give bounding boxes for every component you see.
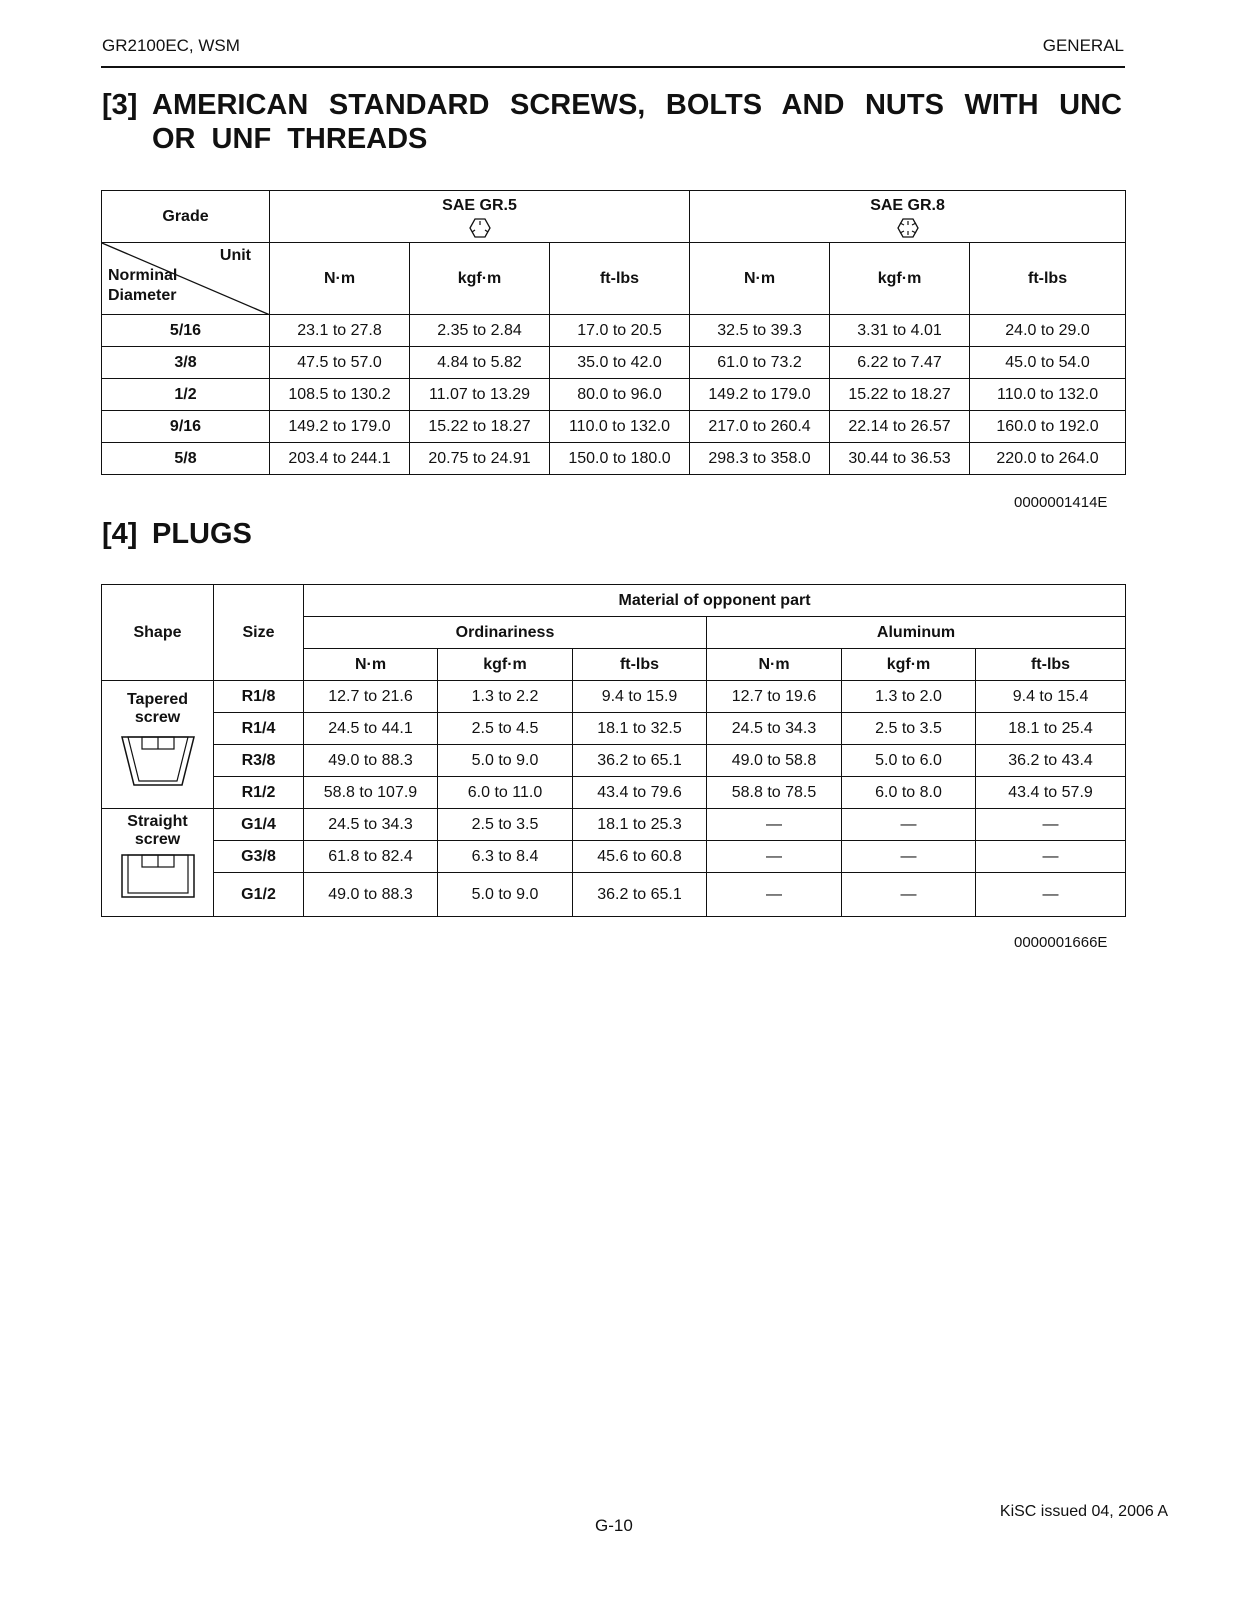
table-row xyxy=(102,443,1126,475)
value-cell: 2.5 to 3.5 xyxy=(438,809,573,841)
value-cell: 23.1 to 27.8 xyxy=(270,315,410,347)
value-cell: 49.0 to 88.3 xyxy=(304,745,438,777)
diameter-label-line-1: Norminal xyxy=(108,267,178,284)
table-row xyxy=(102,841,1126,873)
unit-label: Unit xyxy=(219,247,251,264)
value-cell: 45.0 to 54.0 xyxy=(970,347,1126,379)
value-cell: 20.75 to 24.91 xyxy=(410,443,550,475)
value-cell: 12.7 to 21.6 xyxy=(304,681,438,713)
value-cell: 24.5 to 34.3 xyxy=(304,809,438,841)
value-cell: 3.31 to 4.01 xyxy=(830,315,970,347)
value-cell: — xyxy=(707,873,842,917)
size-cell: R1/4 xyxy=(214,713,304,745)
value-cell: 2.5 to 4.5 xyxy=(438,713,573,745)
bolt-torque-table xyxy=(101,190,1126,475)
unit-header: kgf·m xyxy=(410,243,550,315)
unit-header: ft-lbs xyxy=(550,243,690,315)
value-cell: 160.0 to 192.0 xyxy=(970,411,1126,443)
unit-header: N·m xyxy=(707,649,842,681)
value-cell: — xyxy=(976,873,1126,917)
section-3-heading: AMERICAN STANDARD SCREWS, BOLTS AND NUTS WITH UNC OR UNF THREADS xyxy=(152,89,1122,155)
table-row xyxy=(102,745,1126,777)
value-cell: 1.3 to 2.0 xyxy=(842,681,976,713)
material-header: Material of opponent part xyxy=(304,585,1126,617)
shape-name-line-1: Straight xyxy=(127,813,188,830)
size-cell: G1/2 xyxy=(214,873,304,917)
value-cell: 203.4 to 244.1 xyxy=(270,443,410,475)
value-cell: 2.35 to 2.84 xyxy=(410,315,550,347)
value-cell: 6.0 to 8.0 xyxy=(842,777,976,809)
table-row xyxy=(102,347,1126,379)
value-cell: 32.5 to 39.3 xyxy=(690,315,830,347)
value-cell: 108.5 to 130.2 xyxy=(270,379,410,411)
unit-header: ft-lbs xyxy=(970,243,1126,315)
value-cell: 11.07 to 13.29 xyxy=(410,379,550,411)
shape-name-line-2: screw xyxy=(134,709,181,726)
value-cell: 36.2 to 65.1 xyxy=(573,745,707,777)
table-row xyxy=(102,379,1126,411)
value-cell: 2.5 to 3.5 xyxy=(842,713,976,745)
value-cell: 149.2 to 179.0 xyxy=(270,411,410,443)
value-cell: 6.3 to 8.4 xyxy=(438,841,573,873)
value-cell: 220.0 to 264.0 xyxy=(970,443,1126,475)
unit-header: kgf·m xyxy=(830,243,970,315)
section-4-heading: PLUGS xyxy=(152,518,252,550)
section-4-number: [4] xyxy=(102,518,138,550)
size-cell: R1/2 xyxy=(214,777,304,809)
value-cell: — xyxy=(842,841,976,873)
value-cell: 36.2 to 65.1 xyxy=(573,873,707,917)
size-cell: G1/4 xyxy=(214,809,304,841)
value-cell: 5.0 to 6.0 xyxy=(842,745,976,777)
size-cell: R1/8 xyxy=(214,681,304,713)
size-header: Size xyxy=(214,585,304,681)
value-cell: 58.8 to 107.9 xyxy=(304,777,438,809)
value-cell: 47.5 to 57.0 xyxy=(270,347,410,379)
value-cell: — xyxy=(707,841,842,873)
value-cell: 18.1 to 25.4 xyxy=(976,713,1126,745)
unit-header: kgf·m xyxy=(438,649,573,681)
value-cell: 35.0 to 42.0 xyxy=(550,347,690,379)
size-cell: 9/16 xyxy=(102,411,270,443)
size-cell: 3/8 xyxy=(102,347,270,379)
table-row xyxy=(102,681,1126,713)
value-cell: 5.0 to 9.0 xyxy=(438,873,573,917)
value-cell: 18.1 to 32.5 xyxy=(573,713,707,745)
section-3-title xyxy=(102,88,1126,156)
hex-bolt-3-marks-icon xyxy=(469,217,491,239)
unit-diameter-header xyxy=(102,243,270,315)
value-cell: 30.44 to 36.53 xyxy=(830,443,970,475)
plug-torque-table xyxy=(101,584,1126,917)
value-cell: 150.0 to 180.0 xyxy=(550,443,690,475)
page-number: G-10 xyxy=(595,1516,633,1535)
value-cell: 4.84 to 5.82 xyxy=(410,347,550,379)
straight-screw-icon xyxy=(120,853,196,899)
value-cell: 149.2 to 179.0 xyxy=(690,379,830,411)
value-cell: 61.0 to 73.2 xyxy=(690,347,830,379)
value-cell: 6.0 to 11.0 xyxy=(438,777,573,809)
size-cell: 5/16 xyxy=(102,315,270,347)
value-cell: 80.0 to 96.0 xyxy=(550,379,690,411)
unit-header: kgf·m xyxy=(842,649,976,681)
value-cell: 22.14 to 26.57 xyxy=(830,411,970,443)
value-cell: 12.7 to 19.6 xyxy=(707,681,842,713)
value-cell: 43.4 to 57.9 xyxy=(976,777,1126,809)
value-cell: 1.3 to 2.2 xyxy=(438,681,573,713)
issue-info: KiSC issued 04, 2006 A xyxy=(999,1503,1168,1520)
value-cell: 61.8 to 82.4 xyxy=(304,841,438,873)
header-section-name: GENERAL xyxy=(1042,36,1124,55)
shape-name-line-1: Tapered xyxy=(126,691,189,708)
value-cell: 49.0 to 88.3 xyxy=(304,873,438,917)
value-cell: 49.0 to 58.8 xyxy=(707,745,842,777)
table-row xyxy=(102,777,1126,809)
value-cell: 110.0 to 132.0 xyxy=(970,379,1126,411)
value-cell: — xyxy=(842,873,976,917)
header-manual-name: GR2100EC, WSM xyxy=(102,36,240,55)
value-cell: — xyxy=(842,809,976,841)
grade-header-sae-gr8: SAE GR.8 xyxy=(690,191,1126,243)
value-cell: — xyxy=(976,841,1126,873)
section-3-number: [3] xyxy=(102,89,138,121)
section-4-title xyxy=(102,518,252,551)
unit-header: N·m xyxy=(270,243,410,315)
value-cell: 6.22 to 7.47 xyxy=(830,347,970,379)
grade-header-sae-gr5: SAE GR.5 xyxy=(270,191,690,243)
value-cell: 43.4 to 79.6 xyxy=(573,777,707,809)
size-cell: 1/2 xyxy=(102,379,270,411)
size-cell: G3/8 xyxy=(214,841,304,873)
value-cell: 9.4 to 15.4 xyxy=(976,681,1126,713)
group-header-aluminum: Aluminum xyxy=(707,617,1126,649)
group-header-ordinariness: Ordinariness xyxy=(304,617,707,649)
table-row xyxy=(102,873,1126,917)
value-cell: 24.0 to 29.0 xyxy=(970,315,1126,347)
shape-cell-straight xyxy=(102,809,214,917)
value-cell: 58.8 to 78.5 xyxy=(707,777,842,809)
diameter-label-line-2: Diameter xyxy=(108,287,177,304)
value-cell: 5.0 to 9.0 xyxy=(438,745,573,777)
value-cell: 24.5 to 34.3 xyxy=(707,713,842,745)
size-cell: 5/8 xyxy=(102,443,270,475)
value-cell: — xyxy=(976,809,1126,841)
value-cell: 15.22 to 18.27 xyxy=(830,379,970,411)
hex-bolt-6-marks-icon xyxy=(897,217,919,239)
value-cell: 24.5 to 44.1 xyxy=(304,713,438,745)
table-row xyxy=(102,713,1126,745)
shape-name-line-2: screw xyxy=(134,831,181,848)
value-cell: 45.6 to 60.8 xyxy=(573,841,707,873)
table-row xyxy=(102,315,1126,347)
value-cell: 110.0 to 132.0 xyxy=(550,411,690,443)
unit-header: N·m xyxy=(304,649,438,681)
table-row xyxy=(102,411,1126,443)
unit-header: ft-lbs xyxy=(573,649,707,681)
tapered-screw-icon xyxy=(120,733,196,789)
unit-header: N·m xyxy=(690,243,830,315)
value-cell: 9.4 to 15.9 xyxy=(573,681,707,713)
value-cell: 298.3 to 358.0 xyxy=(690,443,830,475)
header-divider xyxy=(101,66,1125,68)
size-cell: R3/8 xyxy=(214,745,304,777)
table-row xyxy=(102,809,1126,841)
value-cell: — xyxy=(707,809,842,841)
unit-header: ft-lbs xyxy=(976,649,1126,681)
document-code: 0000001414E xyxy=(1014,494,1108,511)
value-cell: 18.1 to 25.3 xyxy=(573,809,707,841)
value-cell: 15.22 to 18.27 xyxy=(410,411,550,443)
value-cell: 36.2 to 43.4 xyxy=(976,745,1126,777)
value-cell: 217.0 to 260.4 xyxy=(690,411,830,443)
shape-cell-tapered xyxy=(102,681,214,809)
shape-header: Shape xyxy=(102,585,214,681)
value-cell: 17.0 to 20.5 xyxy=(550,315,690,347)
document-code: 0000001666E xyxy=(1014,934,1108,951)
grade-header: Grade xyxy=(102,191,270,243)
